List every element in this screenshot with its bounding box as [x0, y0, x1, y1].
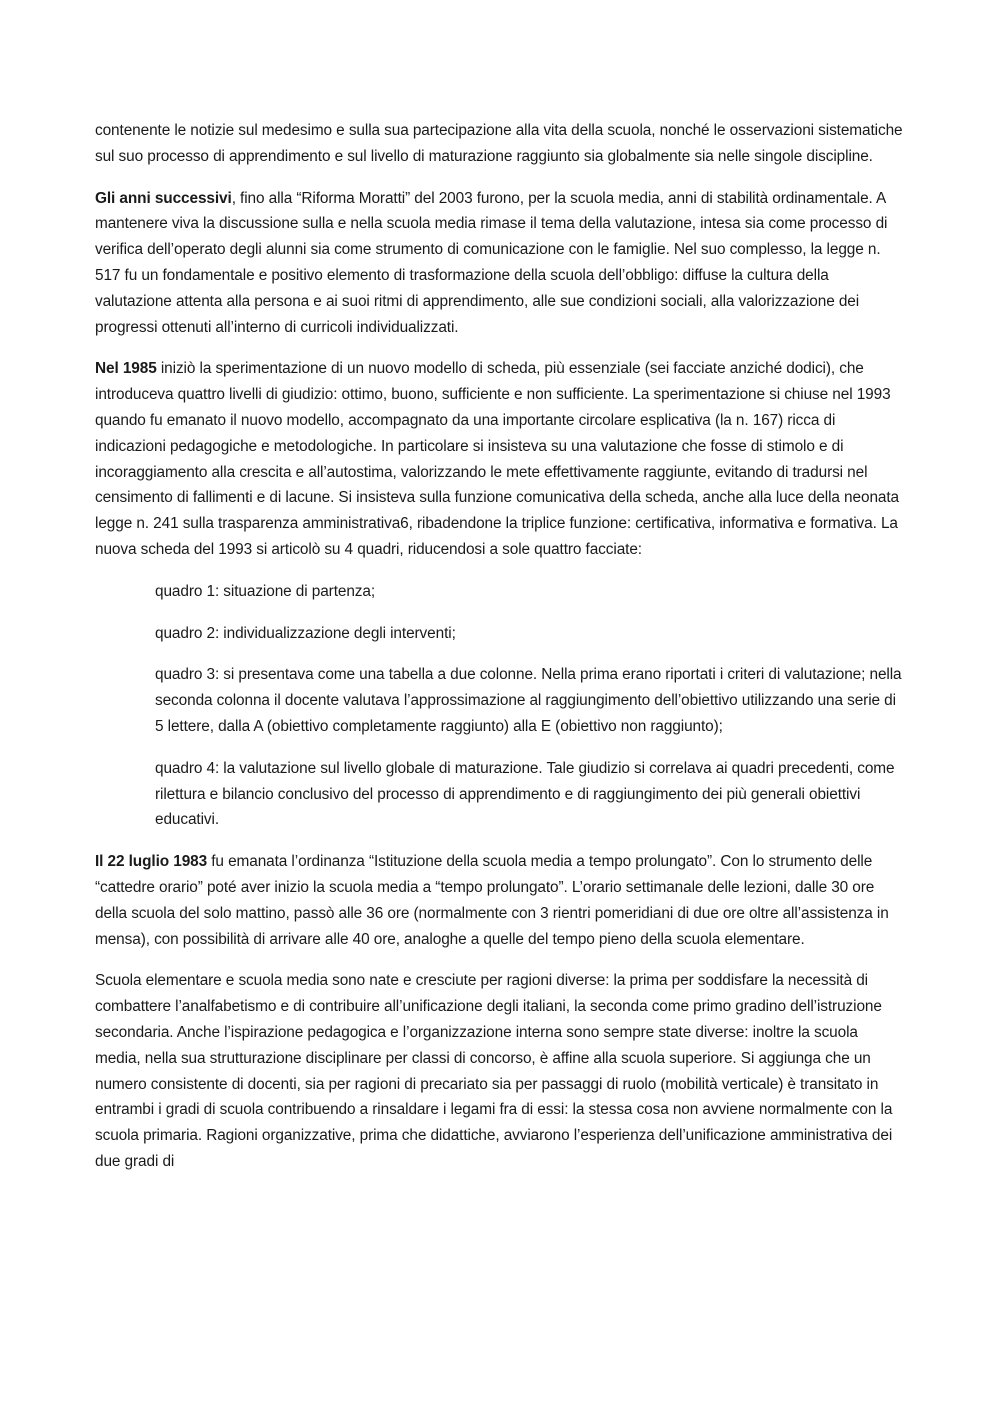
- paragraph-3-text: iniziò la sperimentazione di un nuovo modello di scheda, più essenziale (sei facciate anziché dodici), che introduceva quattro livelli di giudizio: ottimo, buono, sufficiente e non sufficiente. La sperimentazione si chiuse nel 1993 quando fu emanato il nuovo modello, accompagnato da una importante circolare esplicativa (la n. 167) ricca di indicazioni pedagogiche e metodologiche. In particolare si insisteva su una valutazione che fosse di stimolo e di incoraggiamento alla crescita e all’autostima, valorizzando le mete effettivamente raggiunte, evitando di tradursi nel censimento di fallimenti e di lacune. Si insisteva sulla funzione comunicativa della scheda, anche alla luce della neonata legge n. 241 sulla trasparenza amministrativa6, ribadendone la triplice funzione: certificativa, informativa e formativa. La nuova scheda del 1993 si articolò su 4 quadri, riducendosi a sole quattro facciate:: [95, 360, 899, 558]
- quadro-2: quadro 2: individualizzazione degli interventi;: [155, 624, 456, 642]
- paragraph-4-lead: Il 22 luglio 1983: [95, 853, 208, 871]
- quadro-1: quadro 1: situazione di partenza;: [155, 582, 376, 600]
- paragraph-3: [95, 356, 907, 562]
- quadro-4: quadro 4: la valutazione sul livello globale di maturazione. Tale giudizio si correlava ai quadri precedenti, come rilettura e bilancio conclusivo del processo di apprendimento e di raggiungimento dei più generali obiettivi educativi.: [155, 759, 895, 829]
- quadro-3: quadro 3: si presentava come una tabella a due colonne. Nella prima erano riportati i criteri di valutazione; nella seconda colonna il docente valutava l’approssimazione al raggiungimento dell’obiettivo utilizzando una serie di 5 lettere, dalla A (obiettivo completamente raggiunto) alla E (obiettivo non raggiunto);: [155, 666, 902, 735]
- paragraph-2-lead: Gli anni successivi: [95, 189, 232, 207]
- paragraph-5-text: Scuola elementare e scuola media sono nate e cresciute per ragioni diverse: la prima per soddisfare la necessità di combattere l’analfabetismo e di contribuire all’unificazione degli italiani, la seconda come primo gradino dell’istruzione secondaria. Anche l’ispirazione pedagogica e l’organizzazione interna sono sempre state diverse: inoltre la scuola media, nella sua strutturazione disciplinare per classi di concorso, è affine alla scuola superiore. Si aggiunga che un numero consistente di docenti, sia per ragioni di precariato sia per passaggi di ruolo (mobilità verticale) è transitato in entrambi i gradi di scuola contribuendo a rinsaldare i legami fra di essi: la stessa cosa non avviene normalmente con la scuola primaria. Ragioni organizzative, prima che didattiche, avviarono l’esperienza dell’unificazione amministrativa dei due gradi di: [95, 972, 893, 1170]
- paragraph-3-lead: Nel 1985: [95, 360, 157, 378]
- document-page: [95, 118, 907, 1191]
- paragraph-4: [95, 849, 907, 952]
- paragraph-5: [95, 968, 907, 1174]
- paragraph-1: [95, 118, 907, 170]
- paragraph-2: [95, 186, 907, 341]
- paragraph-2-text: , fino alla “Riforma Moratti” del 2003 furono, per la scuola media, anni di stabilità ordinamentale. A mantenere viva la discussione sulla e nella scuola media rimase il tema della valutazione, intesa sia come processo di verifica dell’operato degli alunni sia come strumento di comunicazione con le famiglie. Nel suo complesso, la legge n. 517 fu un fondamentale e positivo elemento di trasformazione della scuola dell’obbligo: diffuse la cultura della valutazione attenta alla persona e ai suoi ritmi di apprendimento, alle sue condizioni sociali, alla valorizzazione dei progressi ottenuti all’interno di curricoli individualizzati.: [95, 189, 888, 336]
- paragraph-1-text: contenente le notizie sul medesimo e sulla sua partecipazione alla vita della scuola, nonché le osservazioni sistematiche sul suo processo di apprendimento e sul livello di maturazione raggiunto sia globalmente sia nelle singole discipline.: [95, 122, 903, 165]
- paragraph-4-text: fu emanata l’ordinanza “Istituzione della scuola media a tempo prolungato”. Con lo strumento delle “cattedre orario” poté aver inizio la scuola media a “tempo prolungato”. L’orario settimanale delle lezioni, dalle 30 ore della scuola del solo mattino, passò alle 36 ore (normalmente con 3 rientri pomeridiani di due ore oltre all’assistenza in mensa), con possibilità di arrivare alle 40 ore, analoghe a quelle del tempo pieno della scuola elementare.: [95, 853, 889, 948]
